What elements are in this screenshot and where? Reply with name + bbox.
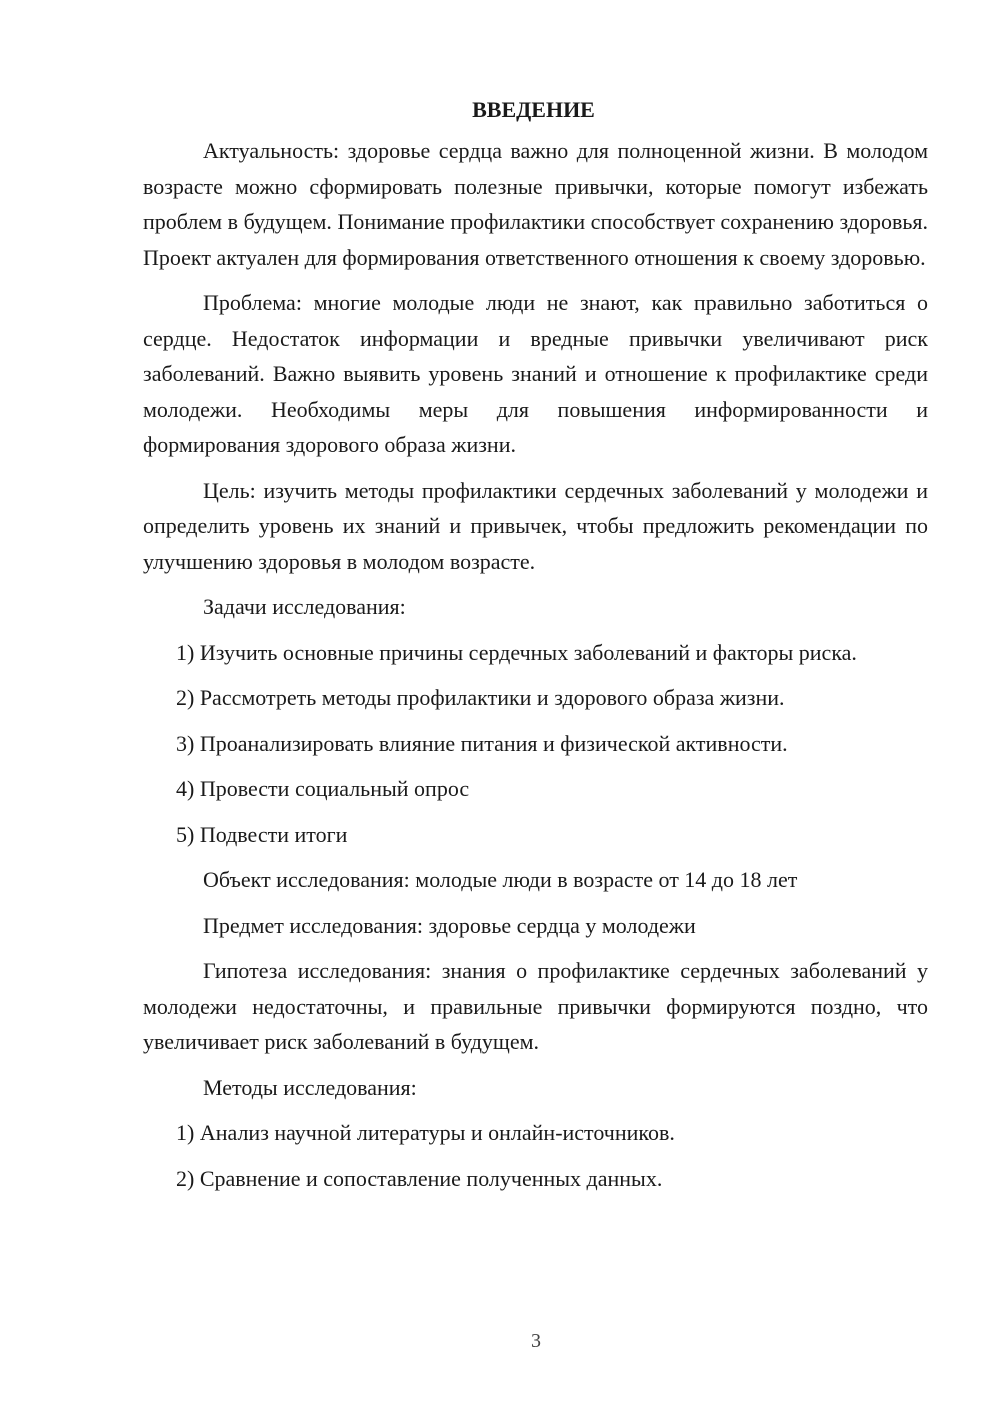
method-item: 2) Сравнение и сопоставление полученных данных.: [176, 1165, 663, 1191]
tasks-heading: Задачи исследования:: [203, 594, 406, 619]
methods-heading: Методы исследования:: [203, 1074, 417, 1100]
subject-paragraph: Предмет исследования: здоровье сердца у молодежи: [203, 912, 696, 938]
task-item: 3) Проанализировать влияние питания и физической активности.: [176, 730, 788, 756]
method-item: 1) Анализ научной литературы и онлайн-источников.: [176, 1120, 675, 1145]
page-title: ВВЕДЕНИЕ: [472, 97, 595, 122]
task-item: 5) Подвести итоги: [176, 821, 348, 847]
goal-paragraph: Цель: изучить методы профилактики сердечных заболеваний у молодежи и определить уровень их знаний и привычек, чтобы предложить рекомендации по улучшению здоровья в молодом возрасте.: [143, 477, 928, 574]
tasks-list: [143, 635, 928, 853]
task-item: 4) Провести социальный опрос: [176, 776, 470, 801]
hypothesis-paragraph: Гипотеза исследования: знания о профилактике сердечных заболеваний у молодежи недостаточны, и правильные привычки формируются поздно, что увеличивает риск заболеваний в будущем.: [143, 958, 928, 1054]
relevance-paragraph: Актуальность: здоровье сердца важно для полноценной жизни. В молодом возрасте можно сформировать полезные привычки, которые помогут избежать проблем в будущем. Понимание профилактики способствует сохранению здоровья. Проект актуален для формирования ответственного отношения к своему здоровью.: [143, 138, 928, 270]
task-item: 2) Рассмотреть методы профилактики и здорового образа жизни.: [176, 685, 785, 710]
task-item: 1) Изучить основные причины сердечных заболеваний и факторы риска.: [176, 639, 857, 665]
page-number: 3: [531, 1330, 541, 1352]
object-paragraph: Объект исследования: молодые люди в возрасте от 14 до 18 лет: [203, 867, 798, 892]
problem-paragraph: Проблема: многие молодые люди не знают, как правильно заботиться о сердце. Недостаток информации и вредные привычки увеличивают риск заболеваний. Важно выявить уровень знаний и отношение к профилактике среди молодежи. Необходимы меры для повышения информированности и формирования здорового образа жизни.: [143, 290, 928, 457]
methods-list: [143, 1115, 928, 1196]
